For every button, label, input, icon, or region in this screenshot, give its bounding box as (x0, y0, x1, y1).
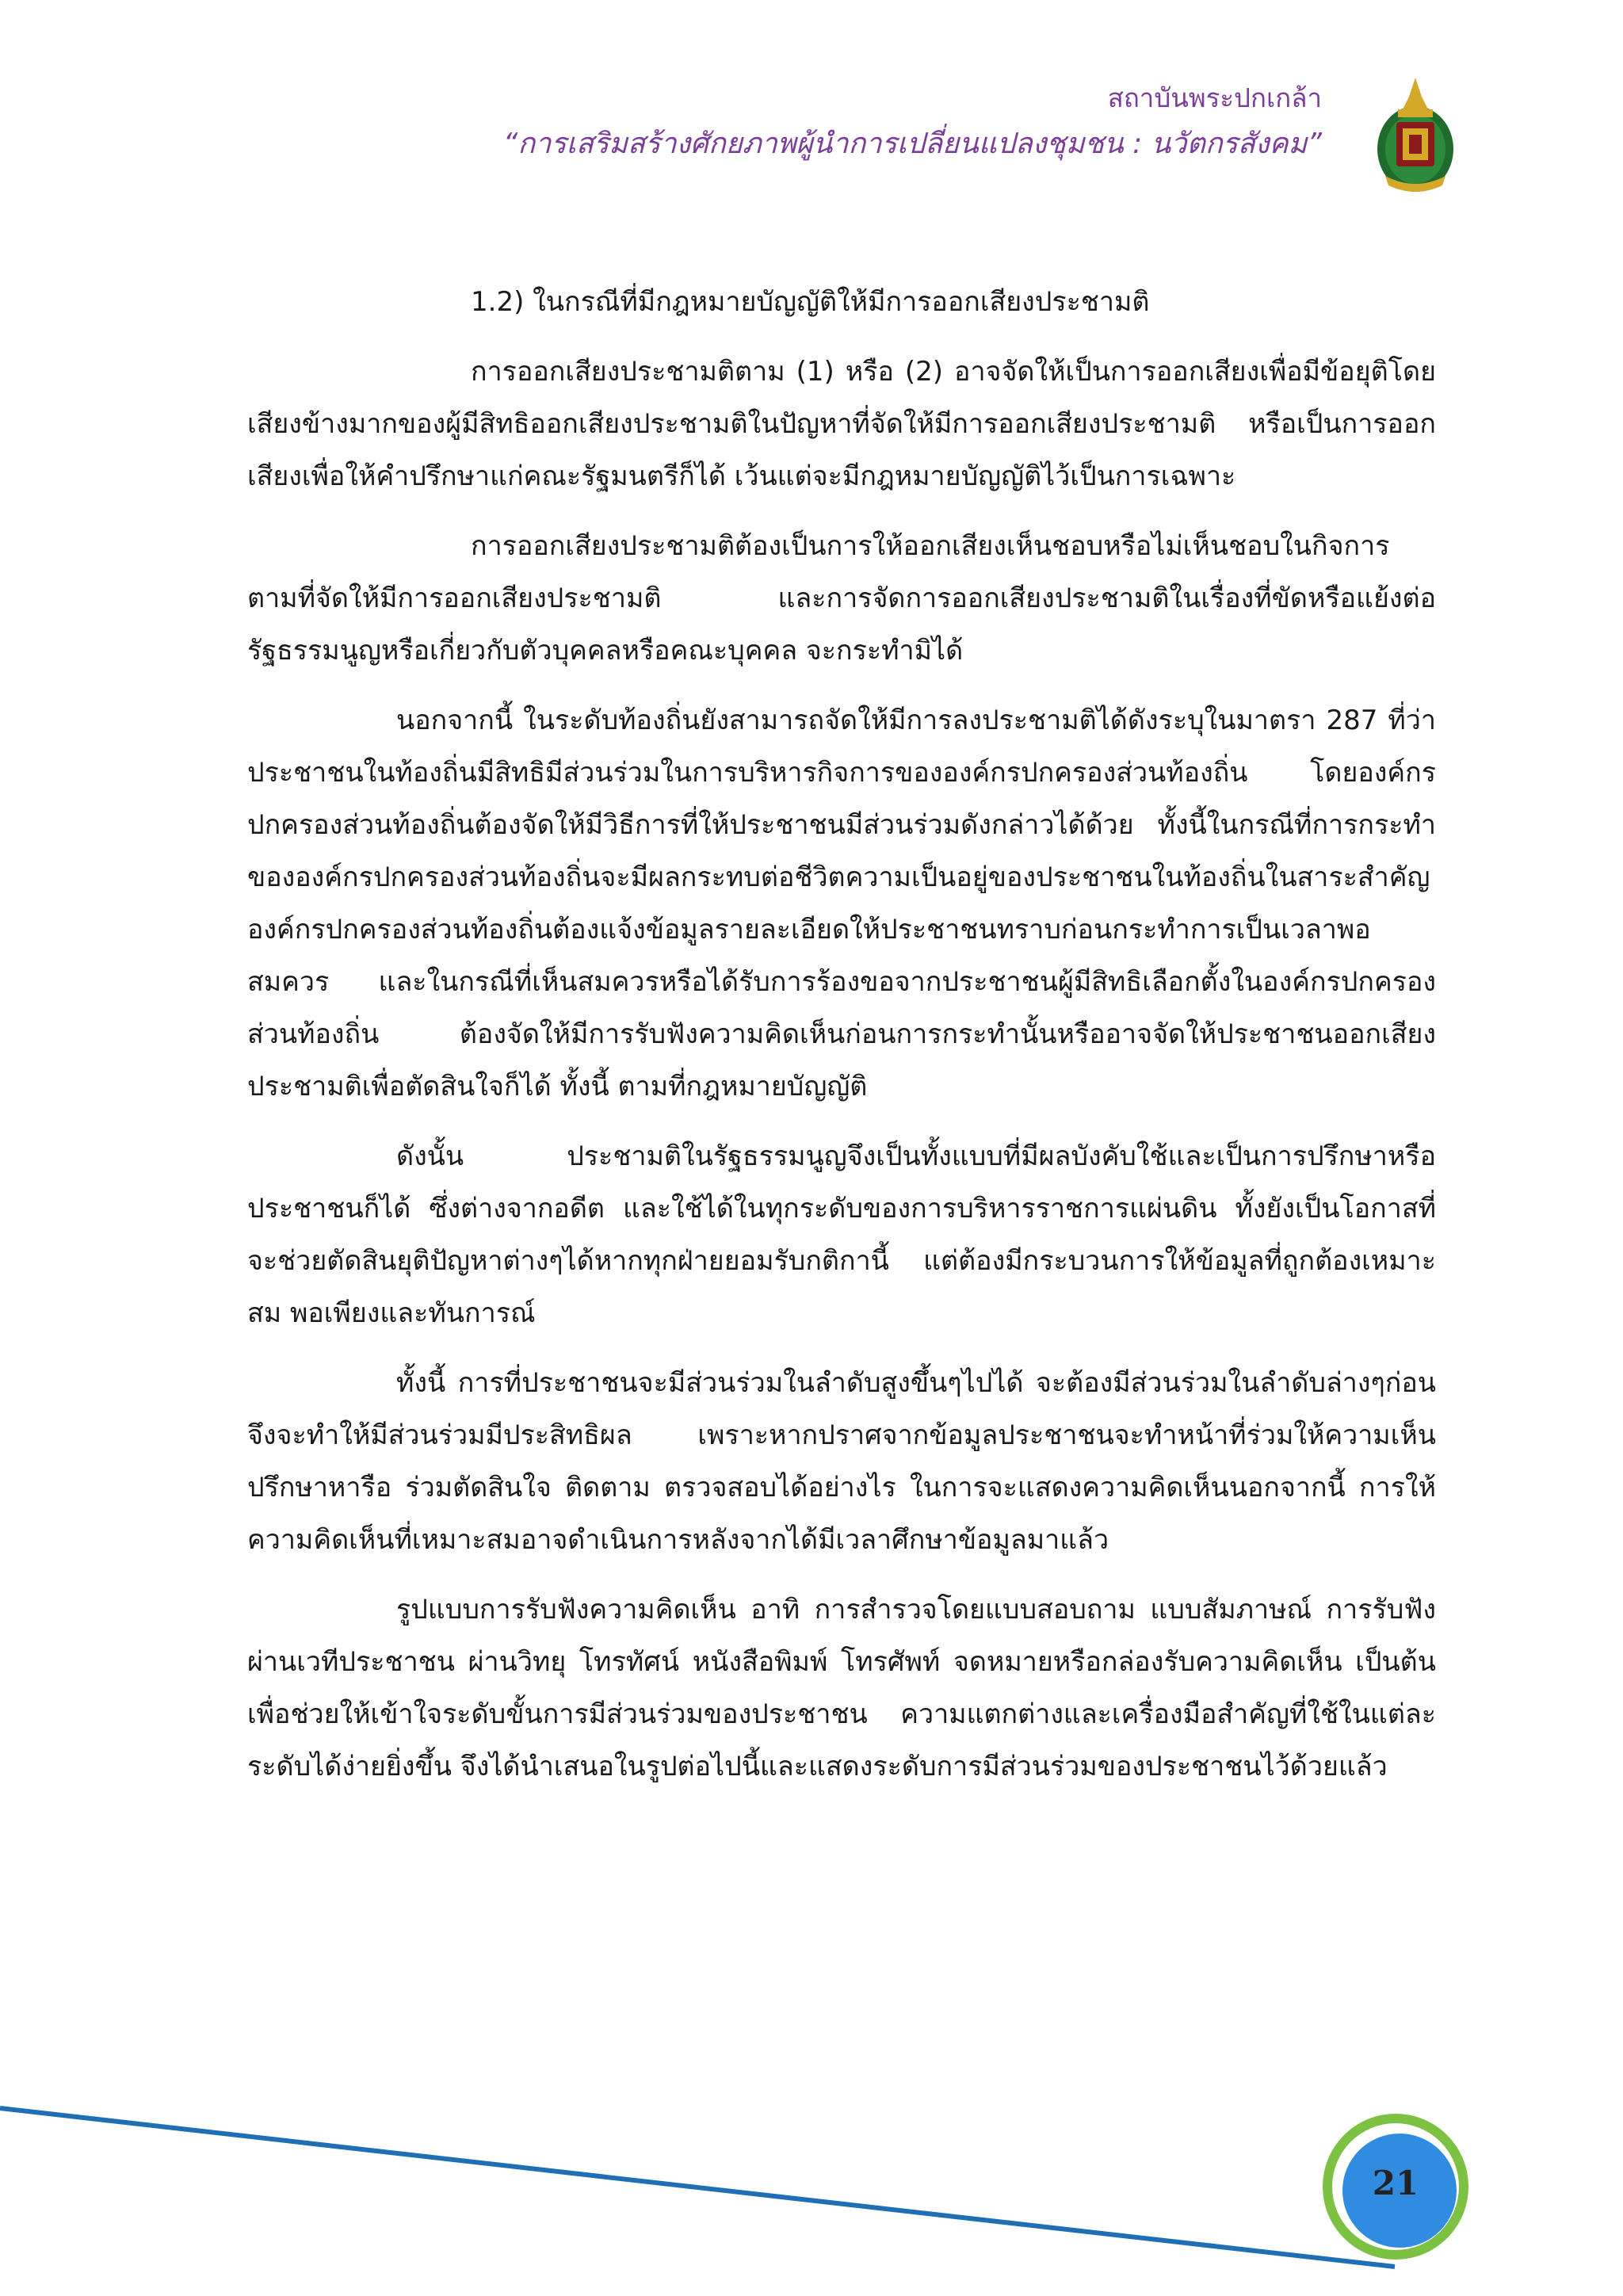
org-name: สถาบันพระปกเกล้า (1107, 82, 1322, 113)
document-subtitle: “การเสริมสร้างศักยภาพผู้นำการเปลี่ยนแปลงชุมชน : นวัตกรสังคม” (502, 128, 1322, 160)
king-prajadhipok-institute-emblem-icon (1369, 73, 1461, 197)
paragraph: ดังนั้น ประชามติในรัฐธรรมนูญจึงเป็นทั้งแบบที่มีผลบังคับใช้และเป็นการปรึกษาหรือประชาชนก็ได้ ซึ่งต่างจากอดีต และใช้ได้ในทุกระดับของการบริหารราชการแผ่นดิน ทั้งยังเป็นโอกาสที่จะช่วยตัดสินยุติปัญหาต่างๆได้หากทุกฝ่ายยอมรับกติกานี้ แต่ต้องมีกระบวนการให้ข้อมูลที่ถูกต้องเหมาะสม พอเพียงและทันการณ์ (247, 1140, 1436, 1329)
document-body (247, 276, 1436, 1810)
paragraph: ทั้งนี้ การที่ประชาชนจะมีส่วนร่วมในลำดับสูงขึ้นๆไปได้ จะต้องมีส่วนร่วมในลำดับล่างๆก่อน จึงจะทำให้มีส่วนร่วมมีประสิทธิผล เพราะหากปราศจากข้อมูลประชาชนจะทำหน้าที่ร่วมให้ความเห็น ปรึกษาหารือ ร่วมตัดสินใจ ติดตาม ตรวจสอบได้อย่างไร ในการจะแสดงความคิดเห็นนอกจากนี้ การให้ความคิดเห็นที่เหมาะสมอาจดำเนินการหลังจากได้มีเวลาศึกษาข้อมูลมาแล้ว (247, 1367, 1436, 1556)
paragraph: นอกจากนี้ ในระดับท้องถิ่นยังสามารถจัดให้มีการลงประชามติได้ดังระบุในมาตรา 287 ที่ว่าประชาชนในท้องถิ่นมีสิทธิมีส่วนร่วมในการบริหารกิจการขององค์กรปกครองส่วนท้องถิ่น โดยองค์กรปกครองส่วนท้องถิ่นต้องจัดให้มีวิธีการที่ให้ประชาชนมีส่วนร่วมดังกล่าวได้ด้วย ทั้งนี้ในกรณีที่การกระทำขององค์กรปกครองส่วนท้องถิ่นจะมีผลกระทบต่อชีวิตความเป็นอยู่ของประชาชนในท้องถิ่นในสาระสำคัญ องค์กรปกครองส่วนท้องถิ่นต้องแจ้งข้อมูลรายละเอียดให้ประชาชนทราบก่อนกระทำการเป็นเวลาพอสมควร และในกรณีที่เห็นสมควรหรือได้รับการร้องขอจากประชาชนผู้มีสิทธิเลือกตั้งในองค์กรปกครองส่วนท้องถิ่น ต้องจัดให้มีการรับฟังความคิดเห็นก่อนการกระทำนั้นหรืออาจจัดให้ประชาชนออกเสียงประชามติเพื่อตัดสินใจก็ได้ ทั้งนี้ ตามที่กฎหมายบัญญัติ (247, 705, 1436, 1102)
page-header (503, 76, 1322, 168)
paragraph: การออกเสียงประชามติต้องเป็นการให้ออกเสียงเห็นชอบหรือไม่เห็นชอบในกิจการตามที่จัดให้มีการออกเสียงประชามติ และการจัดการออกเสียงประชามติในเรื่องที่ขัดหรือแย้งต่อรัฐธรรมนูญหรือเกี่ยวกับตัวบุคคลหรือคณะบุคคล จะกระทำมิได้ (247, 530, 1436, 667)
paragraph: การออกเสียงประชามติตาม (1) หรือ (2) อาจจัดให้เป็นการออกเสียงเพื่อมีข้อยุติโดยเสียงข้างมากของผู้มีสิทธิออกเสียงประชามติในปัญหาที่จัดให้มีการออกเสียงประชามติ หรือเป็นการออกเสียงเพื่อให้คำปรึกษาแก่คณะรัฐมนตรีก็ได้ เว้นแต่จะมีกฎหมายบัญญัติไว้เป็นการเฉพาะ (247, 356, 1436, 492)
section-heading: 1.2) ในกรณีที่มีกฎหมายบัญญัติให้มีการออกเสียงประชามติ (471, 286, 1150, 318)
paragraph: รูปแบบการรับฟังความคิดเห็น อาทิ การสำรวจโดยแบบสอบถาม แบบสัมภาษณ์ การรับฟังผ่านเวทีประชาชน ผ่านวิทยุ โทรทัศน์ หนังสือพิมพ์ โทรศัพท์ จดหมายหรือกล่องรับความคิดเห็น เป็นต้น เพื่อช่วยให้เข้าใจระดับขั้นการมีส่วนร่วมของประชาชน ความแตกต่างและเครื่องมือสำคัญที่ใช้ในแต่ละระดับได้ง่ายยิ่งขึ้น จึงได้นำเสนอในรูปต่อไปนี้และแสดงระดับการมีส่วนร่วมของประชาชนไว้ด้วยแล้ว (247, 1594, 1436, 1782)
page-number: 21 (1372, 2164, 1419, 2202)
